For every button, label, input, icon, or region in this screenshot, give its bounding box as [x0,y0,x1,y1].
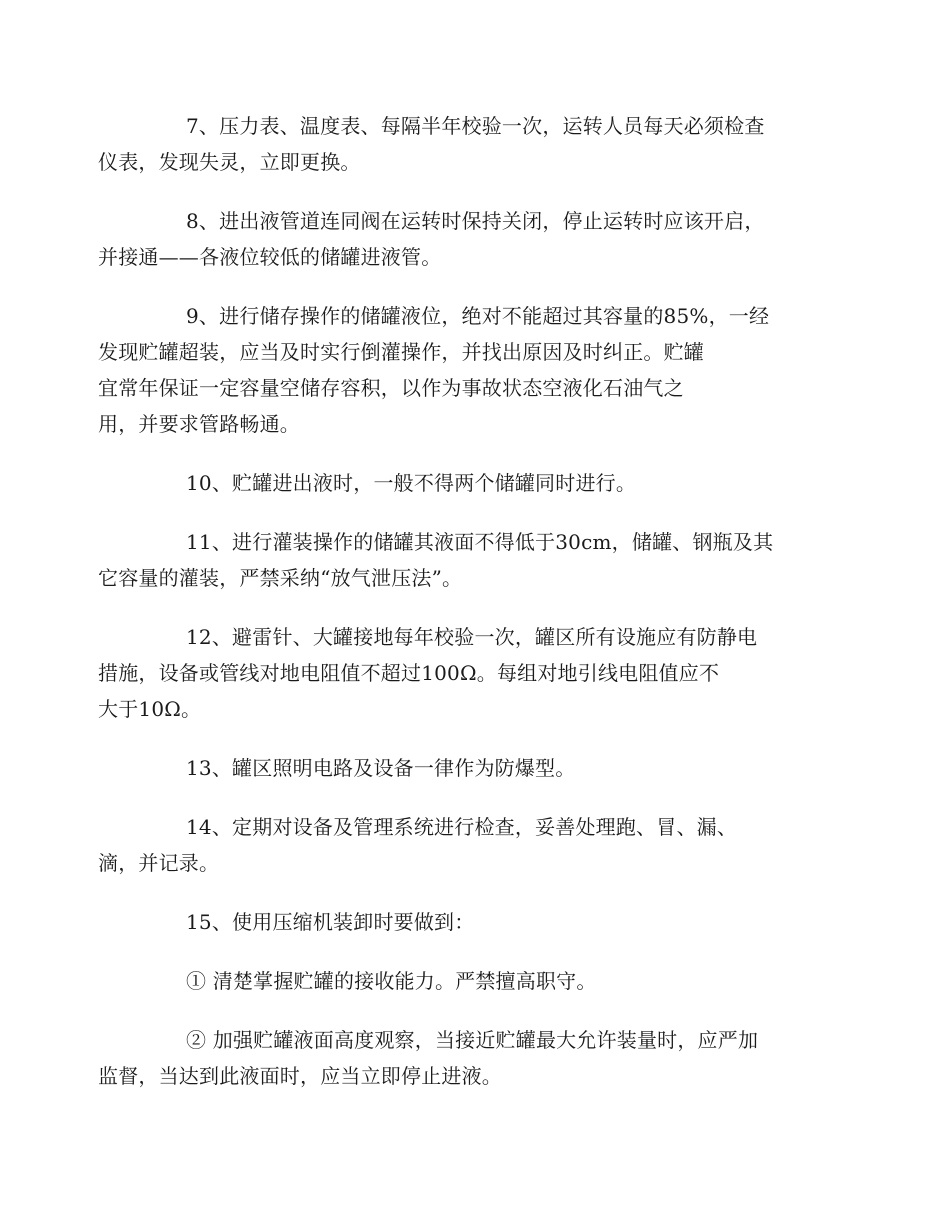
text-line: ② 加强贮罐液面高度观察，当接近贮罐最大允许装量时，应严加 [186,1028,759,1052]
text-line: ① 清楚掌握贮罐的接收能力。严禁擅高职守。 [186,969,597,993]
text-line: 11、进行灌装操作的储罐其液面不得低于30cm，储罐、钢瓶及其 [186,530,774,554]
text-line: 7、压力表、温度表、每隔半年校验一次，运转人员每天必须检查 [186,114,765,138]
list-item-1 [142,963,808,999]
paragraph-9 [98,298,808,442]
paragraph-15 [142,904,808,940]
document-body [98,108,808,1117]
paragraph-14 [98,809,808,881]
text-line: 措施，设备或管线对地电阻值不超过100Ω。每组对地引线电阻值应不 [98,661,720,685]
text-line: 12、避雷针、大罐接地每年校验一次，罐区所有设施应有防静电 [186,625,758,649]
text-line: 并接通——各液位较低的储罐进液管。 [98,245,442,269]
list-item-2 [98,1022,808,1094]
text-line: 大于10Ω。 [98,697,202,721]
text-line: 15、使用压缩机装卸时要做到： [186,910,475,934]
text-line: 8、进出液管道连同阀在运转时保持关闭，停止运转时应该开启， [186,209,765,233]
paragraph-7 [98,108,808,180]
text-line: 用，并要求管路畅通。 [98,412,300,436]
text-line: 滴，并记录。 [98,851,220,875]
paragraph-11 [98,524,808,596]
paragraph-12 [98,619,808,727]
text-line: 它容量的灌装，严禁采纳“放气泄压法”。 [98,566,463,590]
text-line: 发现贮罐超装，应当及时实行倒灌操作，并找出原因及时纠正。贮罐 [98,340,704,364]
text-line: 监督，当达到此液面时，应当立即停止进液。 [98,1064,502,1088]
text-line: 9、进行储存操作的储罐液位，绝对不能超过其容量的85%，一经 [186,304,770,328]
text-line: 仪表，发现失灵，立即更换。 [98,150,361,174]
text-line: 宜常年保证一定容量空储存容积，以作为事故状态空液化石油气之 [98,376,684,400]
text-line: 10、贮罐进出液时，一般不得两个储罐同时进行。 [186,471,637,495]
text-line: 14、定期对设备及管理系统进行检查，妥善处理跑、冒、漏、 [186,815,738,839]
paragraph-13 [142,750,808,786]
paragraph-10 [142,465,808,501]
paragraph-8 [98,203,808,275]
text-line: 13、罐区照明电路及设备一律作为防爆型。 [186,756,576,780]
